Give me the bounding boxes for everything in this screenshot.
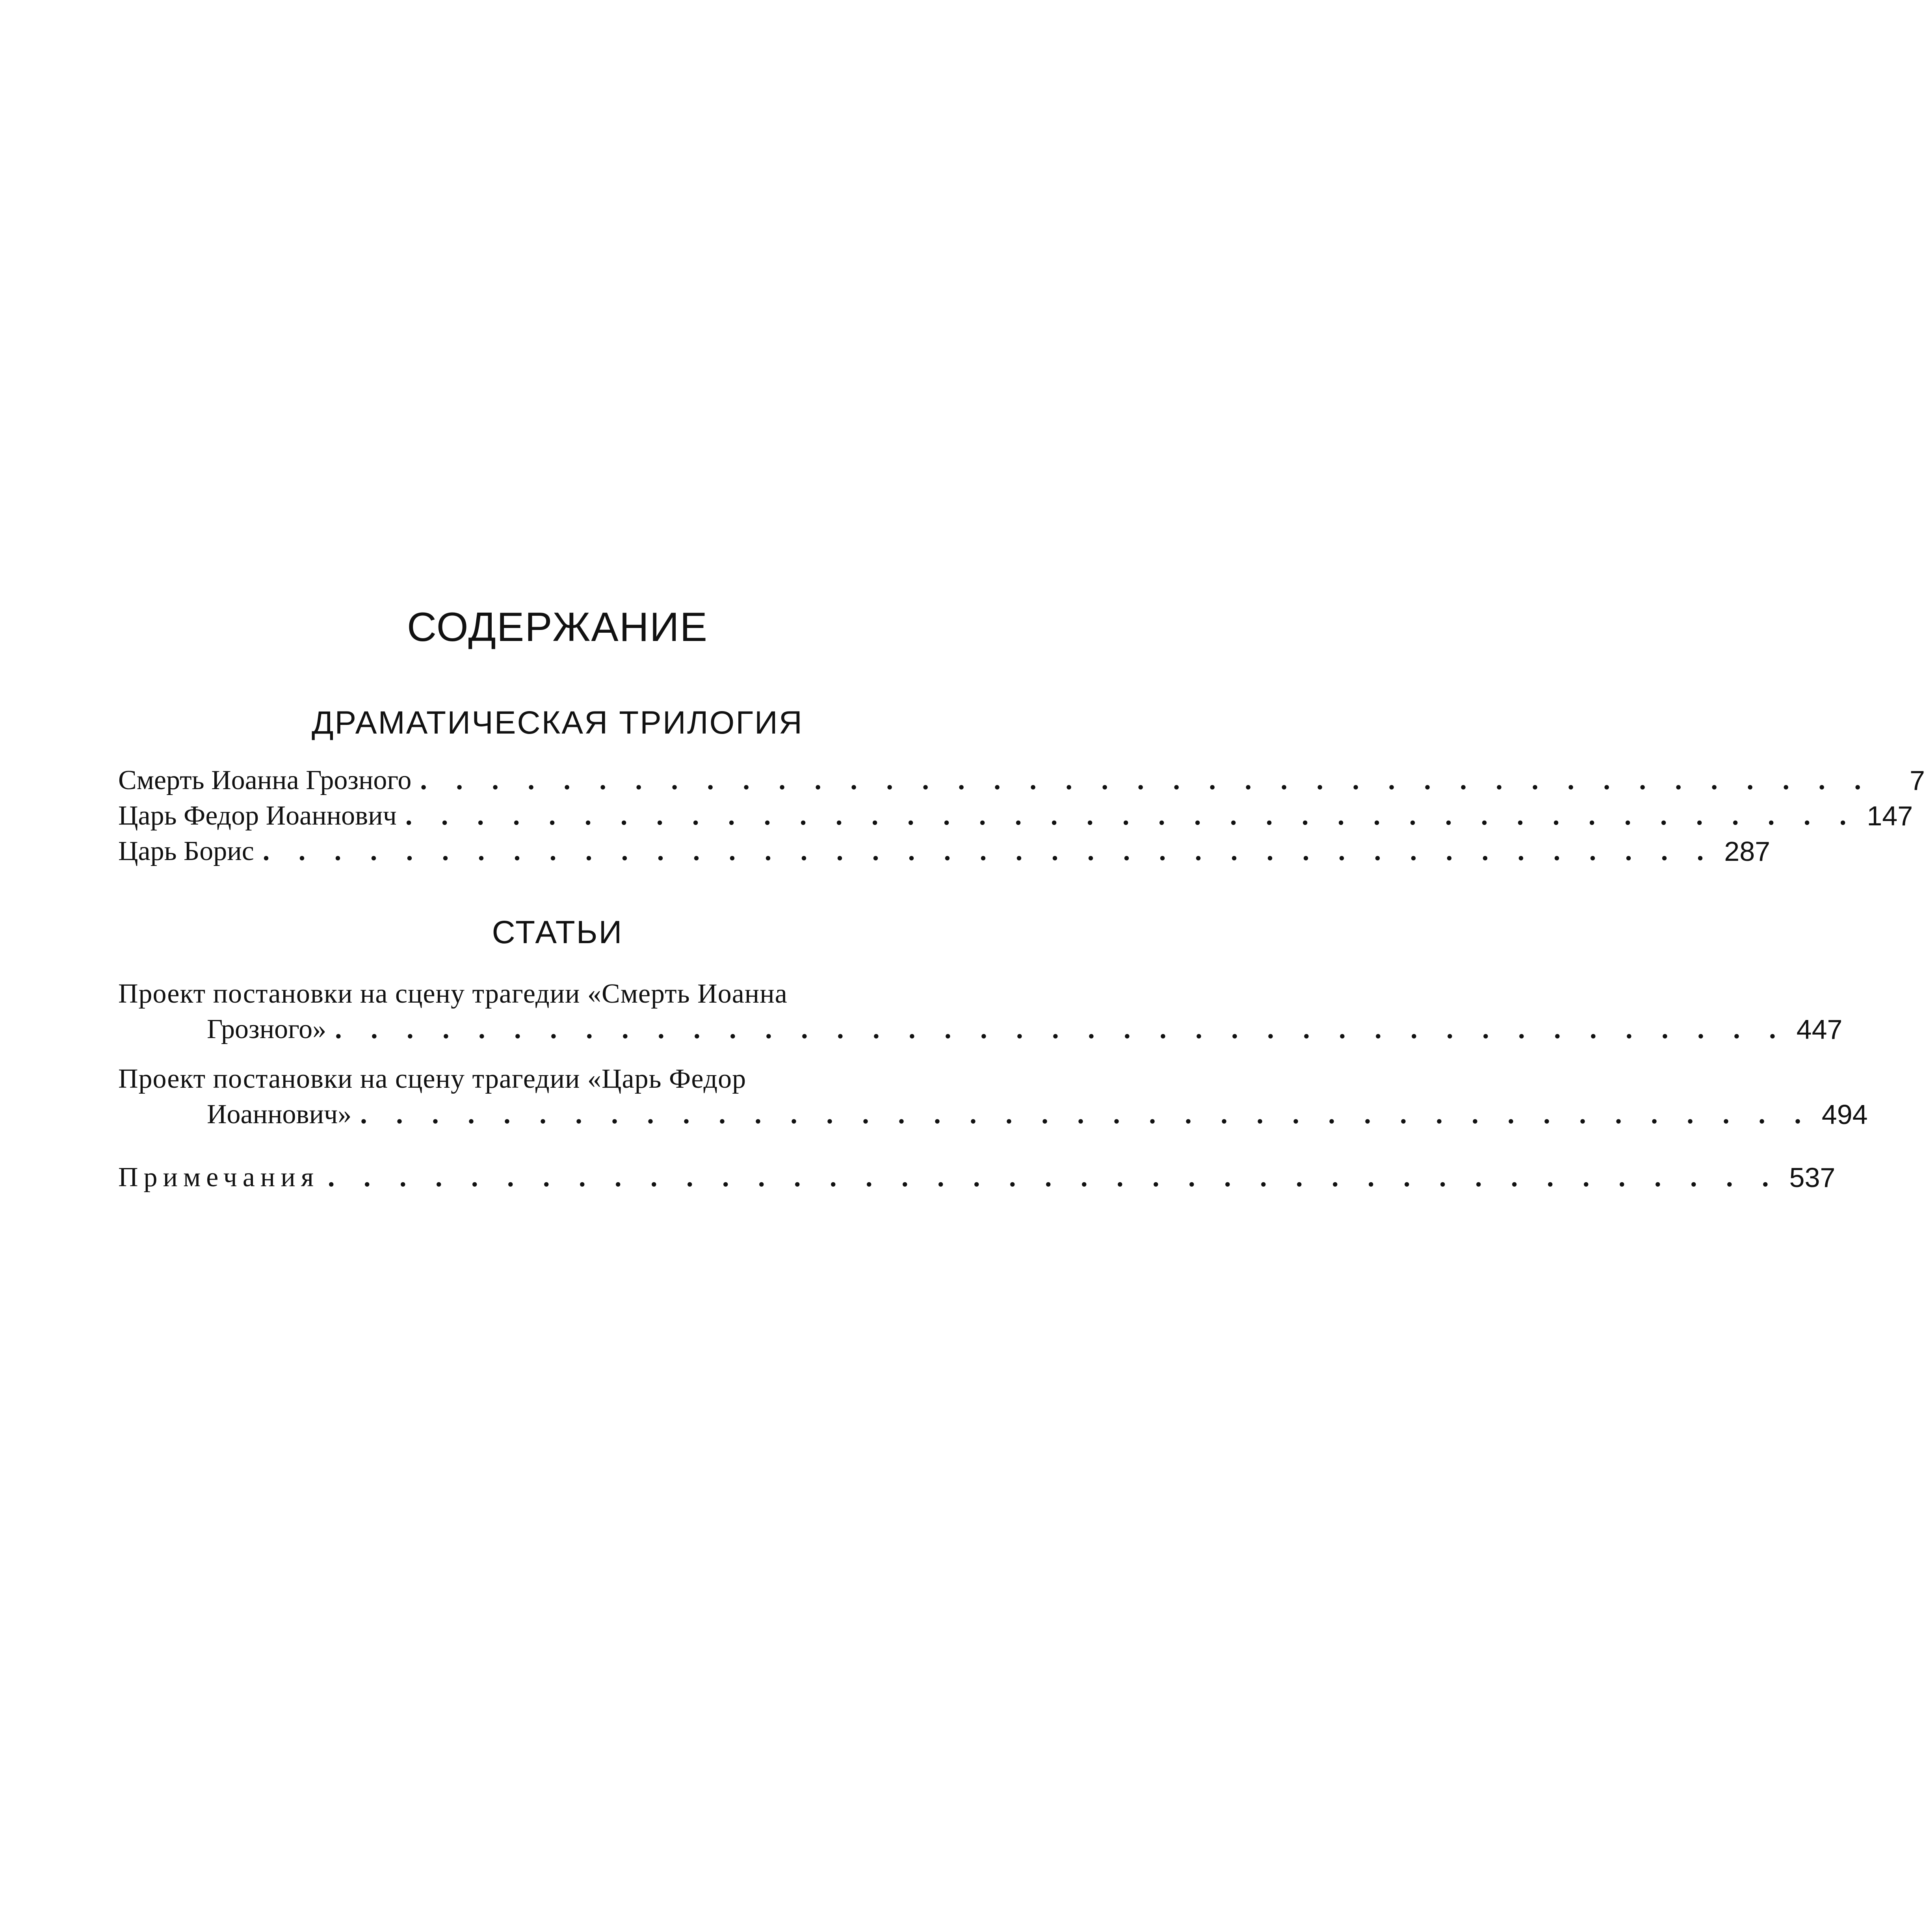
- toc-entry-page: 147: [1867, 801, 1913, 831]
- toc-entry-continuation: [118, 1097, 1868, 1132]
- articles-list: [118, 976, 1868, 1132]
- toc-entry[interactable]: [118, 834, 1771, 869]
- toc-entry-title: Царь Федор Иоаннович: [118, 801, 397, 831]
- dot-leader: . . . . . . . . . . . . . . . . . . . . . . . . . . . . . . . . . . . . . . . . .: [405, 801, 1858, 831]
- toc-entry[interactable]: [118, 763, 1925, 798]
- toc-entry-title-line1: Проект постановки на сцену трагедии «Царь Федор: [118, 1064, 747, 1094]
- page-title: СОДЕРЖАНИЕ: [407, 604, 708, 650]
- toc-entry[interactable]: [118, 798, 1913, 834]
- dot-leader: . . . . . . . . . . . . . . . . . . . . . . . . . . . . . . . . . . . . . . . . .: [360, 1099, 1812, 1129]
- toc-entry-page: 287: [1724, 836, 1771, 867]
- dot-leader: . . . . . . . . . . . . . . . . . . . . . . . . . . . . . . . . . . . . . . . . .: [328, 1162, 1780, 1193]
- toc-entry[interactable]: [118, 1061, 1868, 1132]
- toc-entry-page: 537: [1789, 1162, 1836, 1193]
- toc-entry-page: 7: [1909, 765, 1925, 796]
- toc-entry[interactable]: [118, 976, 1843, 1047]
- section-heading-articles: СТАТЬИ: [492, 914, 623, 950]
- dot-leader: . . . . . . . . . . . . . . . . . . . . . . . . . . . . . . . . . . . . . . . . .: [420, 765, 1872, 795]
- toc-entry-title-line1: Проект постановки на сцену трагедии «Смерть Иоанна: [118, 979, 788, 1009]
- dot-leader: . . . . . . . . . . . . . . . . . . . . . . . . . . . . . . . . . . . . . . . . .: [335, 1014, 1787, 1044]
- dot-leader: . . . . . . . . . . . . . . . . . . . . . . . . . . . . . . . . . . . . . . . . .: [262, 836, 1715, 866]
- table-of-contents: [118, 604, 1925, 1195]
- toc-entry-title: Примечания: [118, 1162, 320, 1193]
- toc-entry-continuation: [118, 1012, 1843, 1047]
- toc-entry-title: Царь Борис: [118, 836, 254, 866]
- toc-entry-title-line2: Грозного»: [207, 1014, 327, 1044]
- toc-entry-page: 494: [1821, 1099, 1868, 1130]
- toc-entry-title: Смерть Иоанна Грозного: [118, 765, 412, 795]
- section-heading-trilogy: ДРАМАТИЧЕСКАЯ ТРИЛОГИЯ: [312, 705, 803, 741]
- toc-entry-page: 447: [1796, 1014, 1843, 1045]
- toc-entry-title-line2: Иоаннович»: [207, 1099, 352, 1129]
- toc-entry-notes[interactable]: [118, 1160, 1836, 1195]
